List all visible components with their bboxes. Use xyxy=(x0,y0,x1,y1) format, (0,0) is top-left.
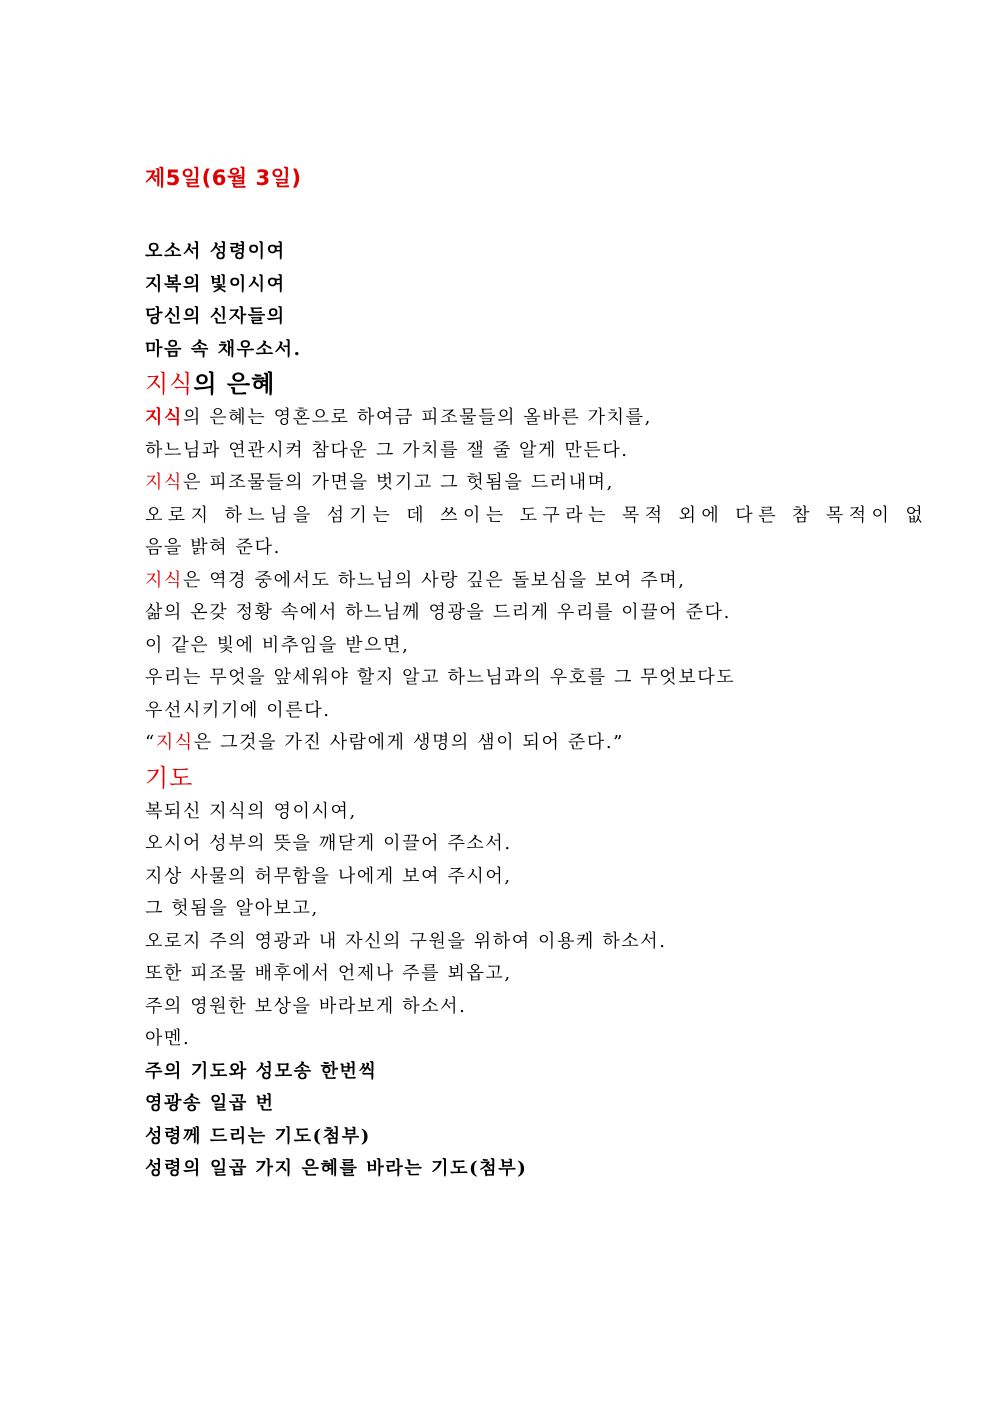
body-text: 은 그것을 가진 사람에게 생명의 샘이 되어 준다.” xyxy=(193,732,624,753)
prayer-line: 오로지 주의 영광과 내 자신의 구원을 위하여 이용케 하소서. xyxy=(145,930,667,952)
open-quote: “ xyxy=(145,732,156,753)
prayer-line: 또한 피조물 배후에서 언제나 주를 뵈옵고, xyxy=(145,963,512,984)
body-line: 이 같은 빛에 비추임을 받으면, xyxy=(145,634,410,656)
body-text: 은 피조물들의 가면을 벗기고 그 헛됨을 드러내며, xyxy=(182,472,614,493)
prayer-line: 오시어 성부의 뜻을 깨닫게 이끌어 주소서. xyxy=(145,833,512,854)
day-title: 제5일(6월 3일) xyxy=(145,166,302,190)
body-text: 은 역경 중에서도 하느님의 사랑 깊은 돌보심을 보여 주며, xyxy=(182,569,686,591)
keyword-highlight: 지식 xyxy=(145,407,183,428)
body-line: 오로지 하느님을 섬기는 데 쓰이는 도구라는 목적 외에 다른 참 목적이 없 xyxy=(145,504,929,526)
instruction-line: 영광송 일곱 번 xyxy=(145,1093,275,1114)
body-line: 우선시키기에 이른다. xyxy=(145,699,331,721)
meditation-body xyxy=(145,402,929,760)
gift-heading-keyword: 지식 xyxy=(145,370,194,398)
instructions-block xyxy=(145,1056,865,1186)
prayer-block xyxy=(145,796,865,1056)
gift-heading xyxy=(145,366,865,402)
invocation-line: 오소서 성령이여 xyxy=(145,241,286,262)
keyword-highlight: 지식 xyxy=(145,472,183,493)
body-text: 의 은혜는 영혼으로 하여금 피조물들의 올바른 가치를, xyxy=(182,407,652,428)
instruction-line: 성령께 드리는 기도(첨부) xyxy=(145,1125,371,1147)
body-line: 음을 밝혀 준다. xyxy=(145,537,281,558)
instruction-line: 주의 기도와 성모송 한번씩 xyxy=(145,1060,378,1082)
invocation-line: 마음 속 채우소서. xyxy=(145,338,302,360)
prayer-line: 복되신 지식의 영이시여, xyxy=(145,800,357,822)
body-line: 삶의 온갖 정황 속에서 하느님께 영광을 드리게 우리를 이끌어 준다. xyxy=(145,602,731,623)
invocation-line: 당신의 신자들의 xyxy=(145,306,286,327)
prayer-line: 그 헛됨을 알아보고, xyxy=(145,898,319,919)
invocation-line: 지복의 빛이시여 xyxy=(145,273,286,295)
instruction-line: 성령의 일곱 가지 은혜를 바라는 기도(첨부) xyxy=(145,1158,528,1179)
body-line: 하느님과 연관시켜 참다운 그 가치를 잴 줄 알게 만든다. xyxy=(145,439,629,461)
body-line: 우리는 무엇을 앞세워야 할지 알고 하느님과의 우호를 그 무엇보다도 xyxy=(145,667,736,688)
prayer-line: 지상 사물의 허무함을 나에게 보여 주시어, xyxy=(145,865,512,887)
prayer-line: 주의 영원한 보상을 바라보게 하소서. xyxy=(145,995,467,1017)
invocation-block xyxy=(145,236,865,366)
document-page xyxy=(145,160,929,1186)
body-line xyxy=(145,467,865,500)
keyword-highlight: 지식 xyxy=(145,569,183,591)
keyword-highlight: 지식 xyxy=(155,732,194,753)
gift-heading-rest: 의 은혜 xyxy=(193,369,276,398)
body-line xyxy=(145,402,865,435)
body-line xyxy=(145,565,865,598)
prayer-heading: 기도 xyxy=(145,763,194,792)
body-line xyxy=(145,727,865,760)
prayer-line: 아멘. xyxy=(145,1028,191,1049)
